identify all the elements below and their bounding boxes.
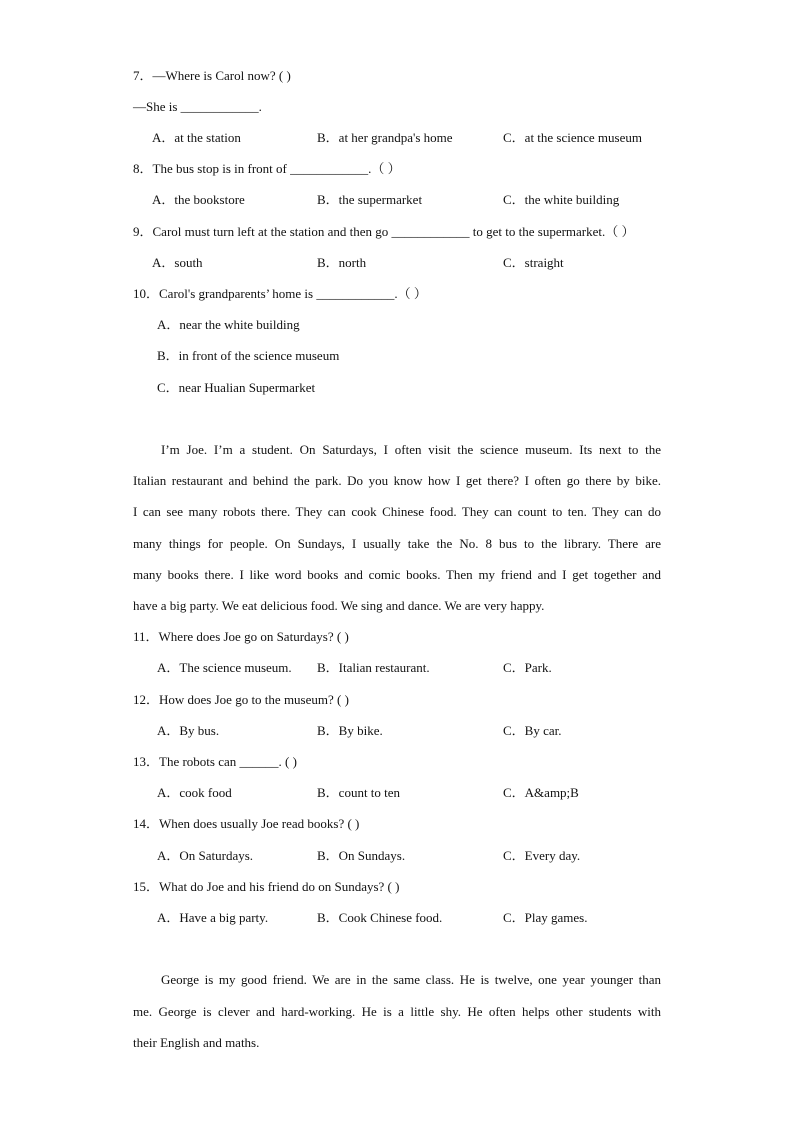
q9-option-c[interactable]: C．straight (503, 255, 564, 270)
q13-option-b[interactable]: B．count to ten (317, 785, 401, 800)
question-7 (133, 68, 291, 84)
q8-option-c[interactable]: C．the white building (503, 192, 620, 207)
q12-option-c[interactable]: C．By car. (503, 723, 562, 738)
q13-option-c[interactable]: C．A&amp;B (503, 785, 579, 800)
q14-option-b[interactable]: B．On Sundays. (317, 848, 406, 863)
question-number: 10． (133, 286, 160, 301)
question-number: 7． (133, 68, 153, 83)
question-number: 9． (133, 224, 153, 239)
question-number: 11． (133, 629, 159, 644)
q8-option-a[interactable]: A．the bookstore (152, 192, 245, 207)
q11-option-c[interactable]: C．Park. (503, 660, 552, 675)
q7-option-b[interactable]: B．at her grandpa's home (317, 130, 453, 145)
question-stem: Where does Joe go on Saturdays? ( ) (158, 629, 349, 644)
q7-option-c[interactable]: C．at the science museum (503, 130, 642, 145)
q7-option-a[interactable]: A．at the station (152, 130, 241, 145)
passage-2-line: their English and maths. (133, 1035, 260, 1050)
q14-option-c[interactable]: C．Every day. (503, 848, 581, 863)
q15-option-b[interactable]: B．Cook Chinese food. (317, 910, 443, 925)
question-number: 12． (133, 692, 160, 707)
question-13 (133, 754, 297, 770)
question-14 (133, 816, 359, 832)
question-stem: How does Joe go to the museum? ( ) (159, 692, 349, 707)
passage-2-line: George is my good friend. We are in the same class. He is twelve, one year younger than (161, 972, 661, 987)
question-8 (133, 161, 401, 177)
q14-option-a[interactable]: A．On Saturdays. (157, 848, 254, 863)
question-stem: The bus stop is in front of ____________.（ ） (152, 161, 401, 176)
q8-option-b[interactable]: B．the supermarket (317, 192, 423, 207)
q10-option-b[interactable]: B．in front of the science museum (157, 348, 340, 363)
q10-option-c[interactable]: C．near Hualian Supermarket (157, 380, 316, 395)
question-number: 15． (133, 879, 160, 894)
passage-1-line: Italian restaurant and behind the park. Do you know how I get there? I often go there by bike. (133, 473, 661, 488)
question-stem: The robots can ______. ( ) (159, 754, 297, 769)
question-number: 8． (133, 161, 153, 176)
q13-option-a[interactable]: A．cook food (157, 785, 232, 800)
passage-1-line: many things for people. On Sundays, I usually take the No. 8 bus to the library. There are (133, 536, 661, 551)
passage-1-line: I can see many robots there. They can cook Chinese food. They can count to ten. They can do (133, 504, 661, 519)
q15-option-c[interactable]: C．Play games. (503, 910, 588, 925)
q12-option-a[interactable]: A．By bus. (157, 723, 220, 738)
question-11 (133, 629, 349, 645)
question-10 (133, 286, 427, 302)
question-stem: When does usually Joe read books? ( ) (159, 816, 360, 831)
passage-1-line: many books there. I like word books and comic books. Then my friend and I get together and (133, 567, 661, 582)
q10-option-a[interactable]: A．near the white building (157, 317, 300, 332)
question-number: 13． (133, 754, 160, 769)
passage-1-line: I’m Joe. I’m a student. On Saturdays, I often visit the science museum. Its next to the (161, 442, 661, 457)
q9-option-b[interactable]: B．north (317, 255, 367, 270)
q12-option-b[interactable]: B．By bike. (317, 723, 383, 738)
question-stem: What do Joe and his friend do on Sundays? ( ) (159, 879, 400, 894)
question-stem: —Where is Carol now? ( ) (152, 68, 291, 83)
passage-1-line: have a big party. We eat delicious food. We sing and dance. We are very happy. (133, 598, 545, 613)
passage-2-line: me. George is clever and hard-working. He is a little shy. He often helps other students with (133, 1004, 661, 1019)
question-7-answer-line: —She is ____________. (133, 99, 262, 114)
question-15 (133, 879, 399, 895)
question-stem: Carol must turn left at the station and then go ____________ to get to the supermarket.（ ） (152, 224, 635, 239)
q11-option-a[interactable]: A．The science museum. (157, 660, 292, 675)
question-number: 14． (133, 816, 160, 831)
question-9 (133, 224, 635, 240)
q15-option-a[interactable]: A．Have a big party. (157, 910, 269, 925)
question-12 (133, 692, 349, 708)
question-stem: Carol's grandparents’ home is ____________.（ ） (159, 286, 427, 301)
q9-option-a[interactable]: A．south (152, 255, 203, 270)
q11-option-b[interactable]: B．Italian restaurant. (317, 660, 430, 675)
